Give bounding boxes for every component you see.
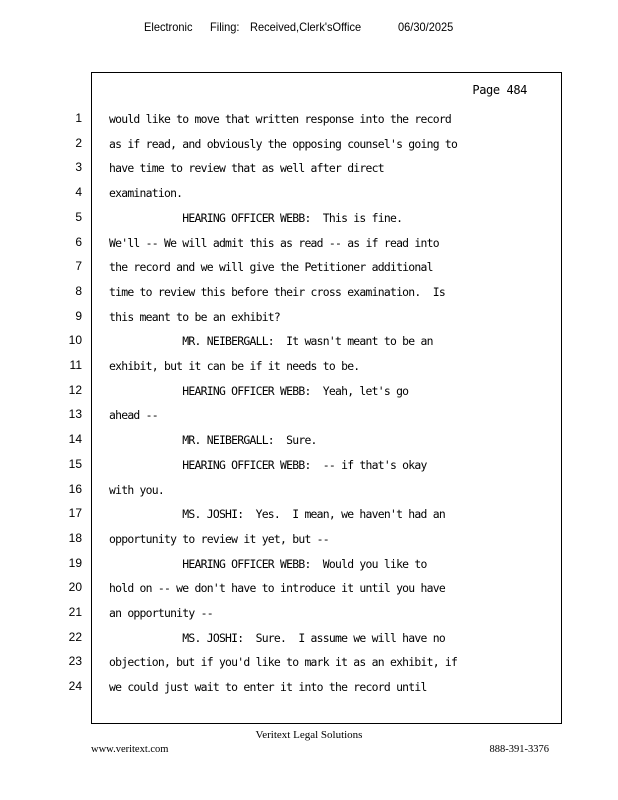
transcript-line: HEARING OFFICER WEBB: Yeah, let's go	[109, 384, 409, 398]
transcript-line: hold on -- we don't have to introduce it until you have	[109, 581, 445, 595]
transcript-line: objection, but if you'd like to mark it as an exhibit, if	[109, 655, 458, 669]
line-number: 24	[68, 679, 82, 693]
line-number: 8	[75, 284, 82, 298]
line-number: 21	[68, 605, 82, 619]
footer-company: Veritext Legal Solutions	[255, 729, 363, 741]
line-number: 3	[75, 160, 82, 174]
transcript-line: HEARING OFFICER WEBB: -- if that's okay	[109, 458, 427, 472]
transcript-line: exhibit, but it can be if it needs to be.	[109, 359, 360, 373]
line-number: 17	[68, 506, 82, 520]
transcript-line: ahead --	[109, 408, 158, 422]
line-number: 14	[68, 432, 82, 446]
line-number: 22	[68, 630, 82, 644]
transcript-line: an opportunity --	[109, 606, 213, 620]
page-number: Page 484	[472, 83, 527, 97]
transcript-line: this meant to be an exhibit?	[109, 310, 281, 324]
stamp-date: 06/30/2025	[398, 20, 454, 34]
line-number: 2	[75, 136, 82, 150]
transcript-line: MR. NEIBERGALL: It wasn't meant to be an	[109, 334, 433, 348]
stamp-electronic: Electronic	[144, 20, 193, 34]
stamp-filing: Filing:	[210, 20, 240, 34]
transcript-line: we could just wait to enter it into the record until	[109, 680, 427, 694]
line-number: 15	[68, 457, 82, 471]
line-number: 9	[75, 309, 82, 323]
transcript-line: examination.	[109, 186, 183, 200]
line-number: 18	[68, 531, 82, 545]
line-number: 6	[75, 235, 82, 249]
line-number: 11	[69, 358, 82, 372]
footer-website: www.veritext.com	[91, 744, 169, 755]
line-number: 7	[75, 259, 82, 273]
transcript-line: MR. NEIBERGALL: Sure.	[109, 433, 317, 447]
stamp-received: Received,Clerk'sOffice	[250, 20, 362, 34]
transcript-line: the record and we will give the Petitioner additional	[109, 260, 433, 274]
line-number: 23	[68, 654, 82, 668]
transcript-line: would like to move that written response into the record	[109, 112, 452, 126]
transcript-line: We'll -- We will admit this as read -- as if read into	[109, 236, 439, 250]
transcript-line: MS. JOSHI: Yes. I mean, we haven't had an	[109, 507, 445, 521]
line-number: 20	[68, 580, 82, 594]
footer-phone: 888-391-3376	[489, 744, 549, 755]
line-number: 13	[68, 407, 82, 421]
transcript-line: have time to review that as well after direct	[109, 161, 384, 175]
transcript-line: with you.	[109, 483, 164, 497]
line-number: 10	[68, 333, 82, 347]
line-number: 19	[68, 556, 82, 570]
line-number: 12	[68, 383, 82, 397]
transcript-line: HEARING OFFICER WEBB: This is fine.	[109, 211, 403, 225]
transcript-line: time to review this before their cross examination. Is	[109, 285, 445, 299]
transcript-line: opportunity to review it yet, but --	[109, 532, 329, 546]
line-number-column	[0, 0, 91, 800]
line-number: 4	[75, 185, 82, 199]
transcript-line: MS. JOSHI: Sure. I assume we will have no	[109, 631, 445, 645]
transcript-line: HEARING OFFICER WEBB: Would you like to	[109, 557, 427, 571]
line-number: 16	[68, 482, 82, 496]
line-number: 5	[75, 210, 82, 224]
line-number: 1	[75, 111, 82, 125]
transcript-line: as if read, and obviously the opposing counsel's going to	[109, 137, 458, 151]
